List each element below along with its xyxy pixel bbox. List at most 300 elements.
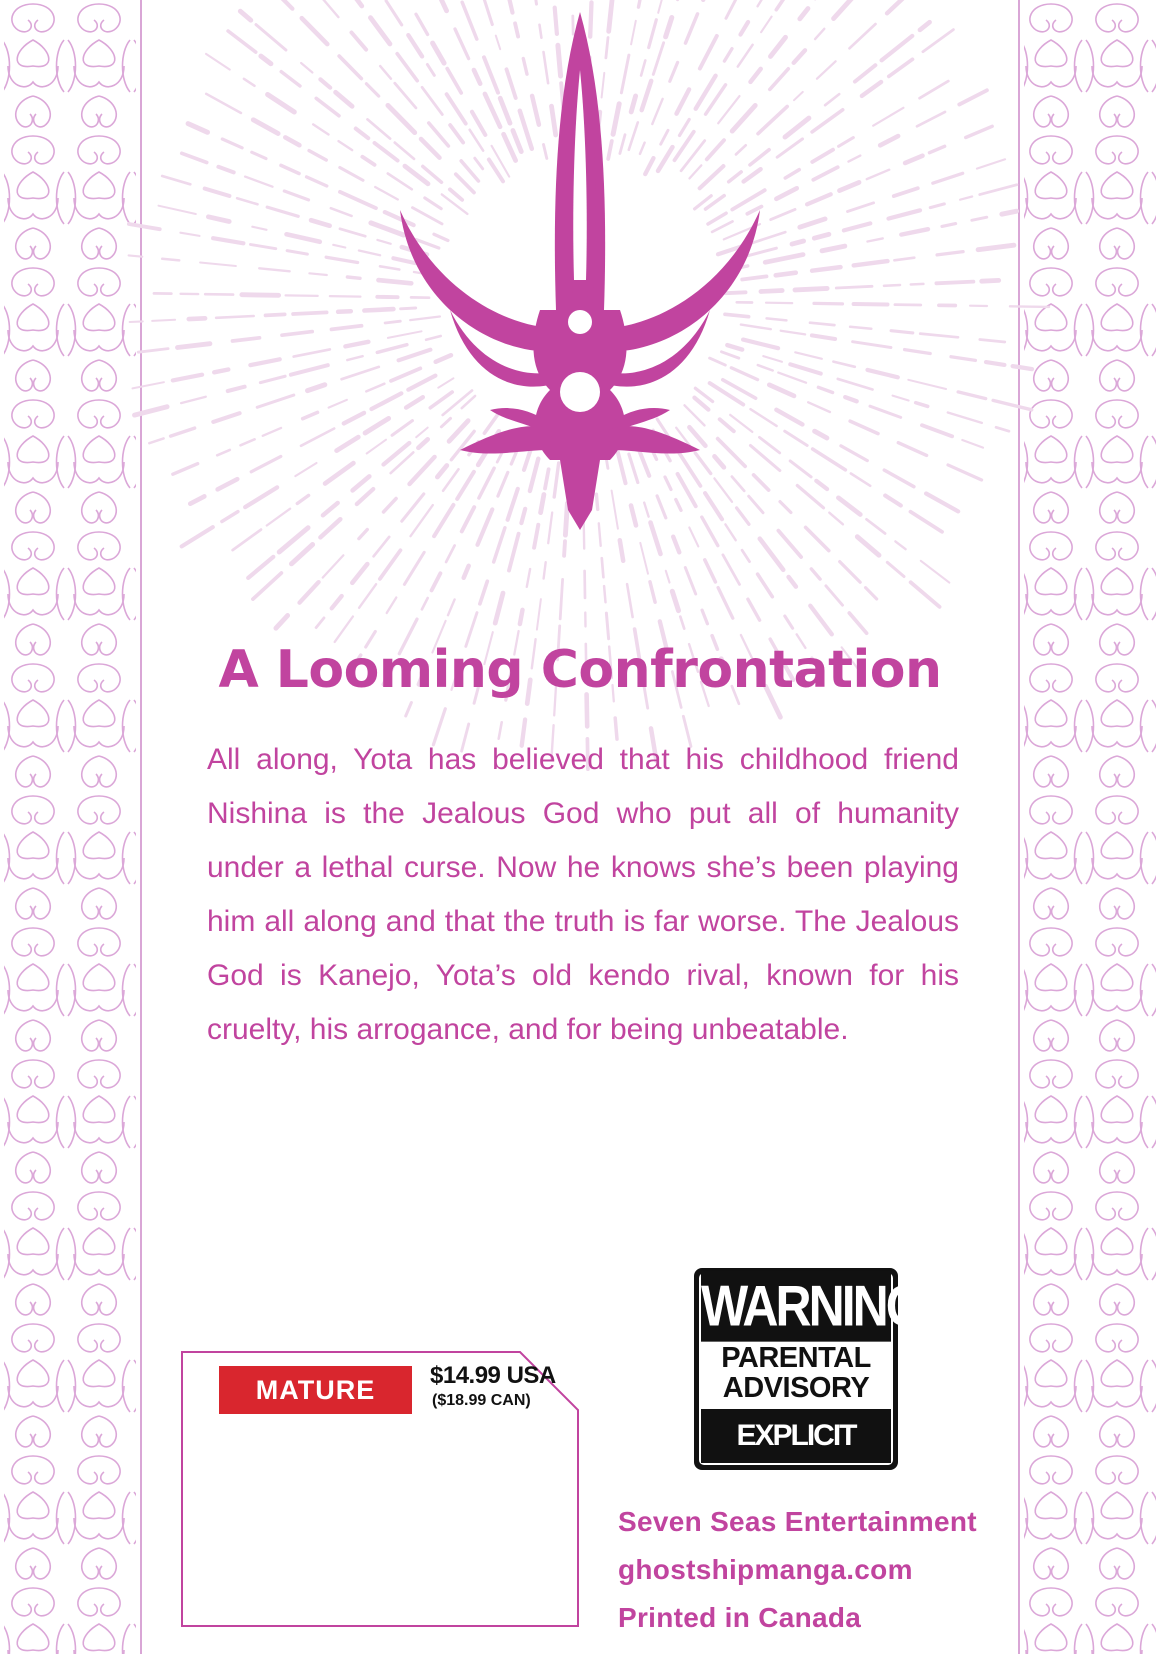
ray-dash	[920, 334, 958, 338]
ray-dash	[285, 137, 299, 145]
ray-dash	[930, 204, 944, 208]
ray-dash	[448, 600, 455, 616]
ray-dash	[316, 98, 339, 116]
ray-dash	[889, 210, 921, 218]
ray-dash	[810, 323, 834, 325]
ray-dash	[200, 263, 236, 267]
ray-dash	[149, 438, 163, 443]
ray-dash	[778, 373, 806, 383]
ray-dash	[248, 557, 273, 578]
ray-dash	[948, 465, 982, 480]
ray-dash	[905, 350, 931, 354]
ray-dash	[905, 156, 922, 163]
ray-dash	[850, 24, 876, 48]
ray-dash	[705, 560, 716, 582]
ray-dash	[895, 541, 905, 549]
ray-dash	[302, 18, 328, 44]
ray-dash	[930, 146, 945, 152]
ray-dash	[432, 573, 441, 590]
ray-dash	[181, 397, 206, 403]
ray-dash	[335, 617, 353, 642]
ray-dash	[261, 56, 271, 64]
ray-dash	[606, 613, 608, 639]
ray-dash	[352, 564, 367, 583]
ray-dash	[814, 234, 829, 238]
ray-dash	[544, 562, 546, 578]
ray-dash	[240, 11, 251, 20]
ray-dash	[520, 610, 523, 624]
ray-dash	[800, 219, 825, 227]
ray-dash	[920, 22, 930, 30]
advisory-line-advisory: ADVISORY	[722, 1372, 870, 1404]
ray-dash	[962, 440, 983, 448]
ray-dash	[205, 189, 230, 196]
ray-dash	[173, 464, 198, 475]
ray-dash	[331, 208, 352, 216]
ray-dash	[287, 251, 307, 255]
ray-dash	[868, 370, 898, 377]
ray-dash	[353, 0, 362, 6]
ray-dash	[347, 277, 360, 278]
ray-dash	[208, 217, 229, 222]
ray-dash	[911, 284, 924, 285]
ray-dash	[816, 481, 827, 489]
ray-dash	[933, 173, 963, 183]
ray-dash	[352, 33, 367, 50]
publisher-website: ghostshipmanga.com	[618, 1554, 913, 1585]
ray-dash	[357, 489, 374, 504]
ray-dash	[673, 537, 679, 553]
ray-dash	[380, 550, 401, 579]
ray-dash	[480, 581, 487, 604]
back-cover-title: A Looming Confrontation	[218, 640, 942, 700]
right-ornament-pattern	[1018, 0, 1160, 1654]
ray-dash	[826, 586, 843, 605]
ray-dash	[374, 537, 390, 556]
ray-dash	[627, 584, 633, 617]
ray-dash	[282, 332, 312, 336]
ray-dash	[960, 197, 972, 200]
ray-dash	[344, 413, 364, 424]
ray-dash	[340, 229, 365, 236]
ray-dash	[345, 342, 368, 347]
ray-dash	[640, 543, 648, 574]
ray-dash	[894, 258, 914, 261]
ray-dash	[1013, 366, 1032, 369]
ray-dash	[464, 566, 469, 578]
ray-dash	[188, 124, 207, 133]
ray-dash	[422, 598, 428, 609]
ray-dash	[893, 396, 909, 401]
ray-dash	[152, 320, 175, 321]
ray-dash	[776, 410, 802, 425]
ray-dash	[182, 527, 213, 546]
ray-dash	[300, 582, 319, 603]
ray-dash	[829, 513, 843, 525]
ray-dash	[885, 496, 901, 506]
ray-dash	[834, 0, 854, 18]
ray-dash	[812, 150, 833, 162]
ray-dash	[294, 349, 330, 356]
ray-dash	[130, 321, 143, 322]
ray-dash	[245, 177, 272, 187]
ray-dash	[825, 94, 839, 105]
printed-in: Printed in Canada	[618, 1602, 862, 1633]
ray-dash	[813, 449, 846, 470]
ray-dash	[838, 379, 873, 390]
ray-dash	[284, 191, 308, 200]
ray-dash	[366, 84, 378, 96]
ray-dash	[218, 167, 233, 173]
ray-dash	[795, 288, 827, 290]
ray-dash	[848, 203, 874, 212]
ray-dash	[789, 577, 796, 587]
ray-dash	[359, 584, 376, 608]
ray-dash	[250, 359, 279, 365]
ray-dash	[808, 402, 830, 412]
price-usd: $14.99 USA	[430, 1362, 556, 1389]
ray-dash	[190, 496, 204, 503]
ray-dash	[937, 252, 963, 255]
ray-dash	[689, 528, 698, 547]
left-ornamental-border	[0, 0, 142, 1654]
ray-dash	[359, 530, 367, 539]
ray-dash	[320, 519, 340, 537]
ray-dash	[406, 703, 412, 717]
ray-dash	[867, 170, 889, 179]
ray-dash	[330, 296, 361, 297]
ray-dash	[811, 569, 820, 579]
ray-dash	[281, 72, 300, 86]
ray-dash	[951, 357, 975, 361]
ray-dash	[972, 217, 987, 220]
ray-dash	[311, 220, 330, 226]
ray-dash	[868, 238, 883, 241]
ray-dash	[252, 227, 266, 230]
ray-dash	[339, 56, 361, 78]
ray-dash	[785, 616, 793, 628]
ray-dash	[982, 280, 999, 281]
advisory-warning-text: WARNING	[701, 1270, 891, 1341]
ray-dash	[986, 362, 1004, 365]
ray-dash	[359, 251, 380, 256]
ray-dash	[333, 245, 345, 248]
ray-dash	[822, 246, 845, 251]
ray-dash	[173, 375, 202, 381]
right-border-line	[1018, 0, 1020, 1654]
ray-dash	[790, 461, 811, 477]
ray-dash	[537, 599, 541, 630]
ray-dash	[813, 167, 837, 180]
ray-dash	[222, 512, 238, 522]
ray-dash	[206, 94, 241, 113]
ray-dash	[922, 425, 952, 436]
ray-dash	[252, 152, 266, 158]
ray-dash	[977, 159, 1005, 168]
ray-dash	[268, 95, 295, 113]
ray-dash	[776, 0, 790, 10]
ray-dash	[138, 349, 168, 353]
ray-dash	[898, 443, 926, 456]
ray-dash	[263, 428, 281, 436]
parental-advisory-inner	[699, 1273, 922, 1506]
ray-dash	[323, 555, 344, 577]
ray-dash	[228, 387, 245, 391]
ray-dash	[887, 0, 906, 13]
ray-dash	[887, 562, 904, 576]
ray-dash	[180, 233, 199, 236]
ray-dash	[293, 312, 327, 314]
ray-dash	[159, 206, 196, 214]
ray-dash	[286, 295, 318, 296]
ray-dash	[844, 223, 870, 230]
right-ornamental-border	[1018, 0, 1160, 1654]
ray-dash	[873, 108, 903, 126]
ray-dash	[292, 545, 313, 564]
ray-dash	[891, 331, 913, 333]
ray-dash	[760, 539, 783, 570]
ray-dash	[353, 476, 370, 490]
ray-dash	[814, 303, 843, 304]
ray-dash	[313, 124, 328, 134]
ray-dash	[317, 0, 339, 17]
ray-dash	[866, 588, 877, 599]
ray-dash	[996, 427, 1009, 431]
ray-dash	[244, 79, 255, 86]
advisory-middle-block	[701, 1337, 891, 1409]
ray-dash	[214, 370, 228, 373]
ray-dash	[325, 463, 353, 483]
ray-dash	[850, 327, 871, 329]
ray-dash	[387, 598, 397, 614]
ray-dash	[748, 599, 760, 620]
ray-dash	[320, 79, 330, 87]
ray-dash	[1002, 211, 1017, 214]
ray-dash	[281, 165, 299, 173]
ray-dash	[308, 385, 325, 391]
ray-dash	[237, 198, 257, 204]
ray-dash	[777, 139, 802, 157]
ray-dash	[178, 344, 210, 348]
ray-dash	[870, 406, 901, 417]
ray-dash	[836, 286, 872, 288]
ray-dash	[880, 136, 898, 145]
ray-dash	[942, 224, 956, 227]
ray-dash	[812, 267, 840, 271]
ray-dash	[785, 118, 809, 137]
ray-dash	[790, 364, 820, 373]
ray-dash	[901, 229, 928, 234]
ray-dash	[182, 153, 207, 162]
ray-dash	[604, 586, 605, 602]
ray-dash	[213, 238, 243, 243]
ray-dash	[685, 568, 695, 595]
ray-dash	[356, 129, 368, 139]
ray-dash	[778, 531, 801, 557]
ray-dash	[295, 463, 316, 476]
ray-dash	[171, 428, 195, 436]
ray-dash	[279, 528, 308, 552]
ray-dash	[404, 552, 424, 584]
ray-dash	[257, 395, 294, 407]
ray-dash	[329, 400, 347, 408]
ray-dash	[340, 168, 363, 181]
ray-dash	[853, 342, 891, 348]
ray-dash	[948, 413, 982, 423]
ray-dash	[911, 582, 940, 607]
ray-dash	[162, 259, 179, 261]
publisher-name: Seven Seas Entertainment	[618, 1506, 977, 1537]
ray-dash	[216, 316, 254, 318]
ray-dash	[966, 126, 993, 137]
mature-rating-label: MATURE	[219, 1366, 412, 1414]
ray-dash	[818, 387, 832, 392]
ray-dash	[718, 588, 733, 619]
ray-dash	[301, 429, 334, 446]
ray-dash	[129, 255, 143, 256]
ray-dash	[509, 534, 519, 571]
ray-dash	[839, 138, 854, 147]
ray-dash	[921, 561, 950, 583]
ray-dash	[833, 362, 854, 367]
ray-dash	[233, 338, 260, 341]
ray-dash	[228, 31, 256, 52]
ray-dash	[889, 59, 913, 76]
ray-dash	[936, 282, 973, 284]
ray-dash	[242, 295, 279, 296]
ray-dash	[851, 474, 870, 486]
ray-dash	[301, 63, 312, 73]
ray-dash	[958, 392, 986, 399]
ray-dash	[862, 82, 881, 96]
ray-dash	[840, 562, 861, 583]
price-can: ($18.99 CAN)	[432, 1392, 531, 1409]
ray-dash	[781, 331, 805, 335]
ray-dash	[795, 352, 822, 359]
ray-dash	[849, 156, 861, 162]
ray-dash	[758, 0, 770, 6]
ray-dash	[326, 257, 357, 262]
ray-dash	[815, 431, 827, 438]
ray-dash	[337, 437, 359, 451]
ray-dash	[797, 486, 823, 508]
ray-dash	[702, 610, 707, 624]
ray-dash	[926, 494, 958, 512]
ray-dash	[307, 177, 327, 186]
ray-dash	[560, 579, 562, 618]
ray-dash	[297, 495, 308, 503]
ray-dash	[794, 92, 803, 100]
ray-dash	[840, 182, 860, 190]
ray-dash	[800, 9, 808, 19]
ray-dash	[978, 245, 1014, 250]
ray-dash	[332, 326, 362, 330]
ray-dash	[639, 0, 644, 7]
ray-dash	[251, 456, 281, 471]
ray-dash	[259, 268, 290, 271]
ray-dash	[245, 487, 277, 507]
ray-dash	[792, 241, 804, 244]
ray-dash	[602, 558, 604, 577]
ray-dash	[217, 450, 230, 455]
ray-dash	[527, 569, 530, 587]
ray-dash	[884, 470, 914, 487]
ray-dash	[850, 421, 878, 434]
ray-dash	[838, 498, 860, 515]
ray-dash	[241, 439, 255, 445]
ray-dash	[218, 479, 238, 489]
parental-advisory-label	[694, 1268, 922, 1506]
ray-dash	[916, 403, 928, 407]
ray-dash	[251, 245, 276, 249]
ray-dash	[672, 591, 678, 610]
ray-dash	[260, 376, 285, 382]
ray-dash	[980, 340, 1005, 343]
ray-dash	[1010, 306, 1049, 307]
ray-dash	[303, 412, 318, 418]
ray-dash	[336, 92, 353, 106]
back-cover-blurb: All along, Yota has believed that his childhood friend Nishina is the Jealous God who put all of humanity under a lethal curse. Now he knows she’s been playing him all along and that the truth is far worse. The Jealous God is Kanejo, Yota’s old kendo rival, known for his cruelty, his arrogance, and for being unbeatable.	[207, 743, 959, 1046]
ray-dash	[785, 170, 799, 178]
ray-dash	[233, 530, 261, 551]
ray-dash	[535, 0, 537, 4]
ray-dash	[323, 503, 338, 515]
ray-dash	[867, 519, 886, 533]
ray-dash	[287, 234, 320, 242]
ray-dash	[794, 50, 805, 63]
ray-dash	[959, 90, 987, 104]
ray-dash	[222, 139, 242, 148]
ray-dash	[812, 335, 835, 339]
ray-dash	[213, 413, 239, 422]
ray-dash	[807, 194, 831, 204]
ray-dash	[884, 285, 900, 286]
ray-dash	[845, 397, 857, 401]
ray-dash	[917, 112, 945, 126]
ray-dash	[894, 188, 918, 196]
ray-dash	[841, 446, 867, 461]
ray-dash	[723, 555, 740, 585]
ray-dash	[347, 356, 362, 360]
ray-dash	[815, 29, 824, 39]
publisher-info	[618, 1498, 977, 1642]
ray-dash	[854, 304, 888, 305]
ray-dash	[849, 613, 866, 633]
winged-sword-emblem-icon	[380, 10, 780, 530]
ray-dash	[253, 573, 282, 599]
ray-dash	[817, 61, 836, 78]
ray-dash	[162, 176, 190, 184]
ray-dash	[338, 311, 351, 312]
left-ornament-pattern	[0, 0, 142, 1654]
ray-dash	[189, 318, 205, 319]
ray-dash	[309, 151, 326, 160]
ray-dash	[882, 36, 913, 60]
ray-dash	[495, 593, 503, 623]
ray-dash	[282, 0, 293, 9]
ray-dash	[806, 527, 829, 550]
ray-dash	[854, 261, 888, 265]
ray-dash	[666, 571, 670, 583]
ray-dash	[267, 207, 298, 216]
ray-dash	[253, 120, 278, 134]
ray-dash	[780, 502, 791, 513]
ray-dash	[340, 192, 376, 208]
ray-dash	[758, 574, 773, 597]
ray-dash	[620, 540, 623, 561]
ray-dash	[855, 65, 876, 81]
ray-dash	[332, 596, 342, 608]
